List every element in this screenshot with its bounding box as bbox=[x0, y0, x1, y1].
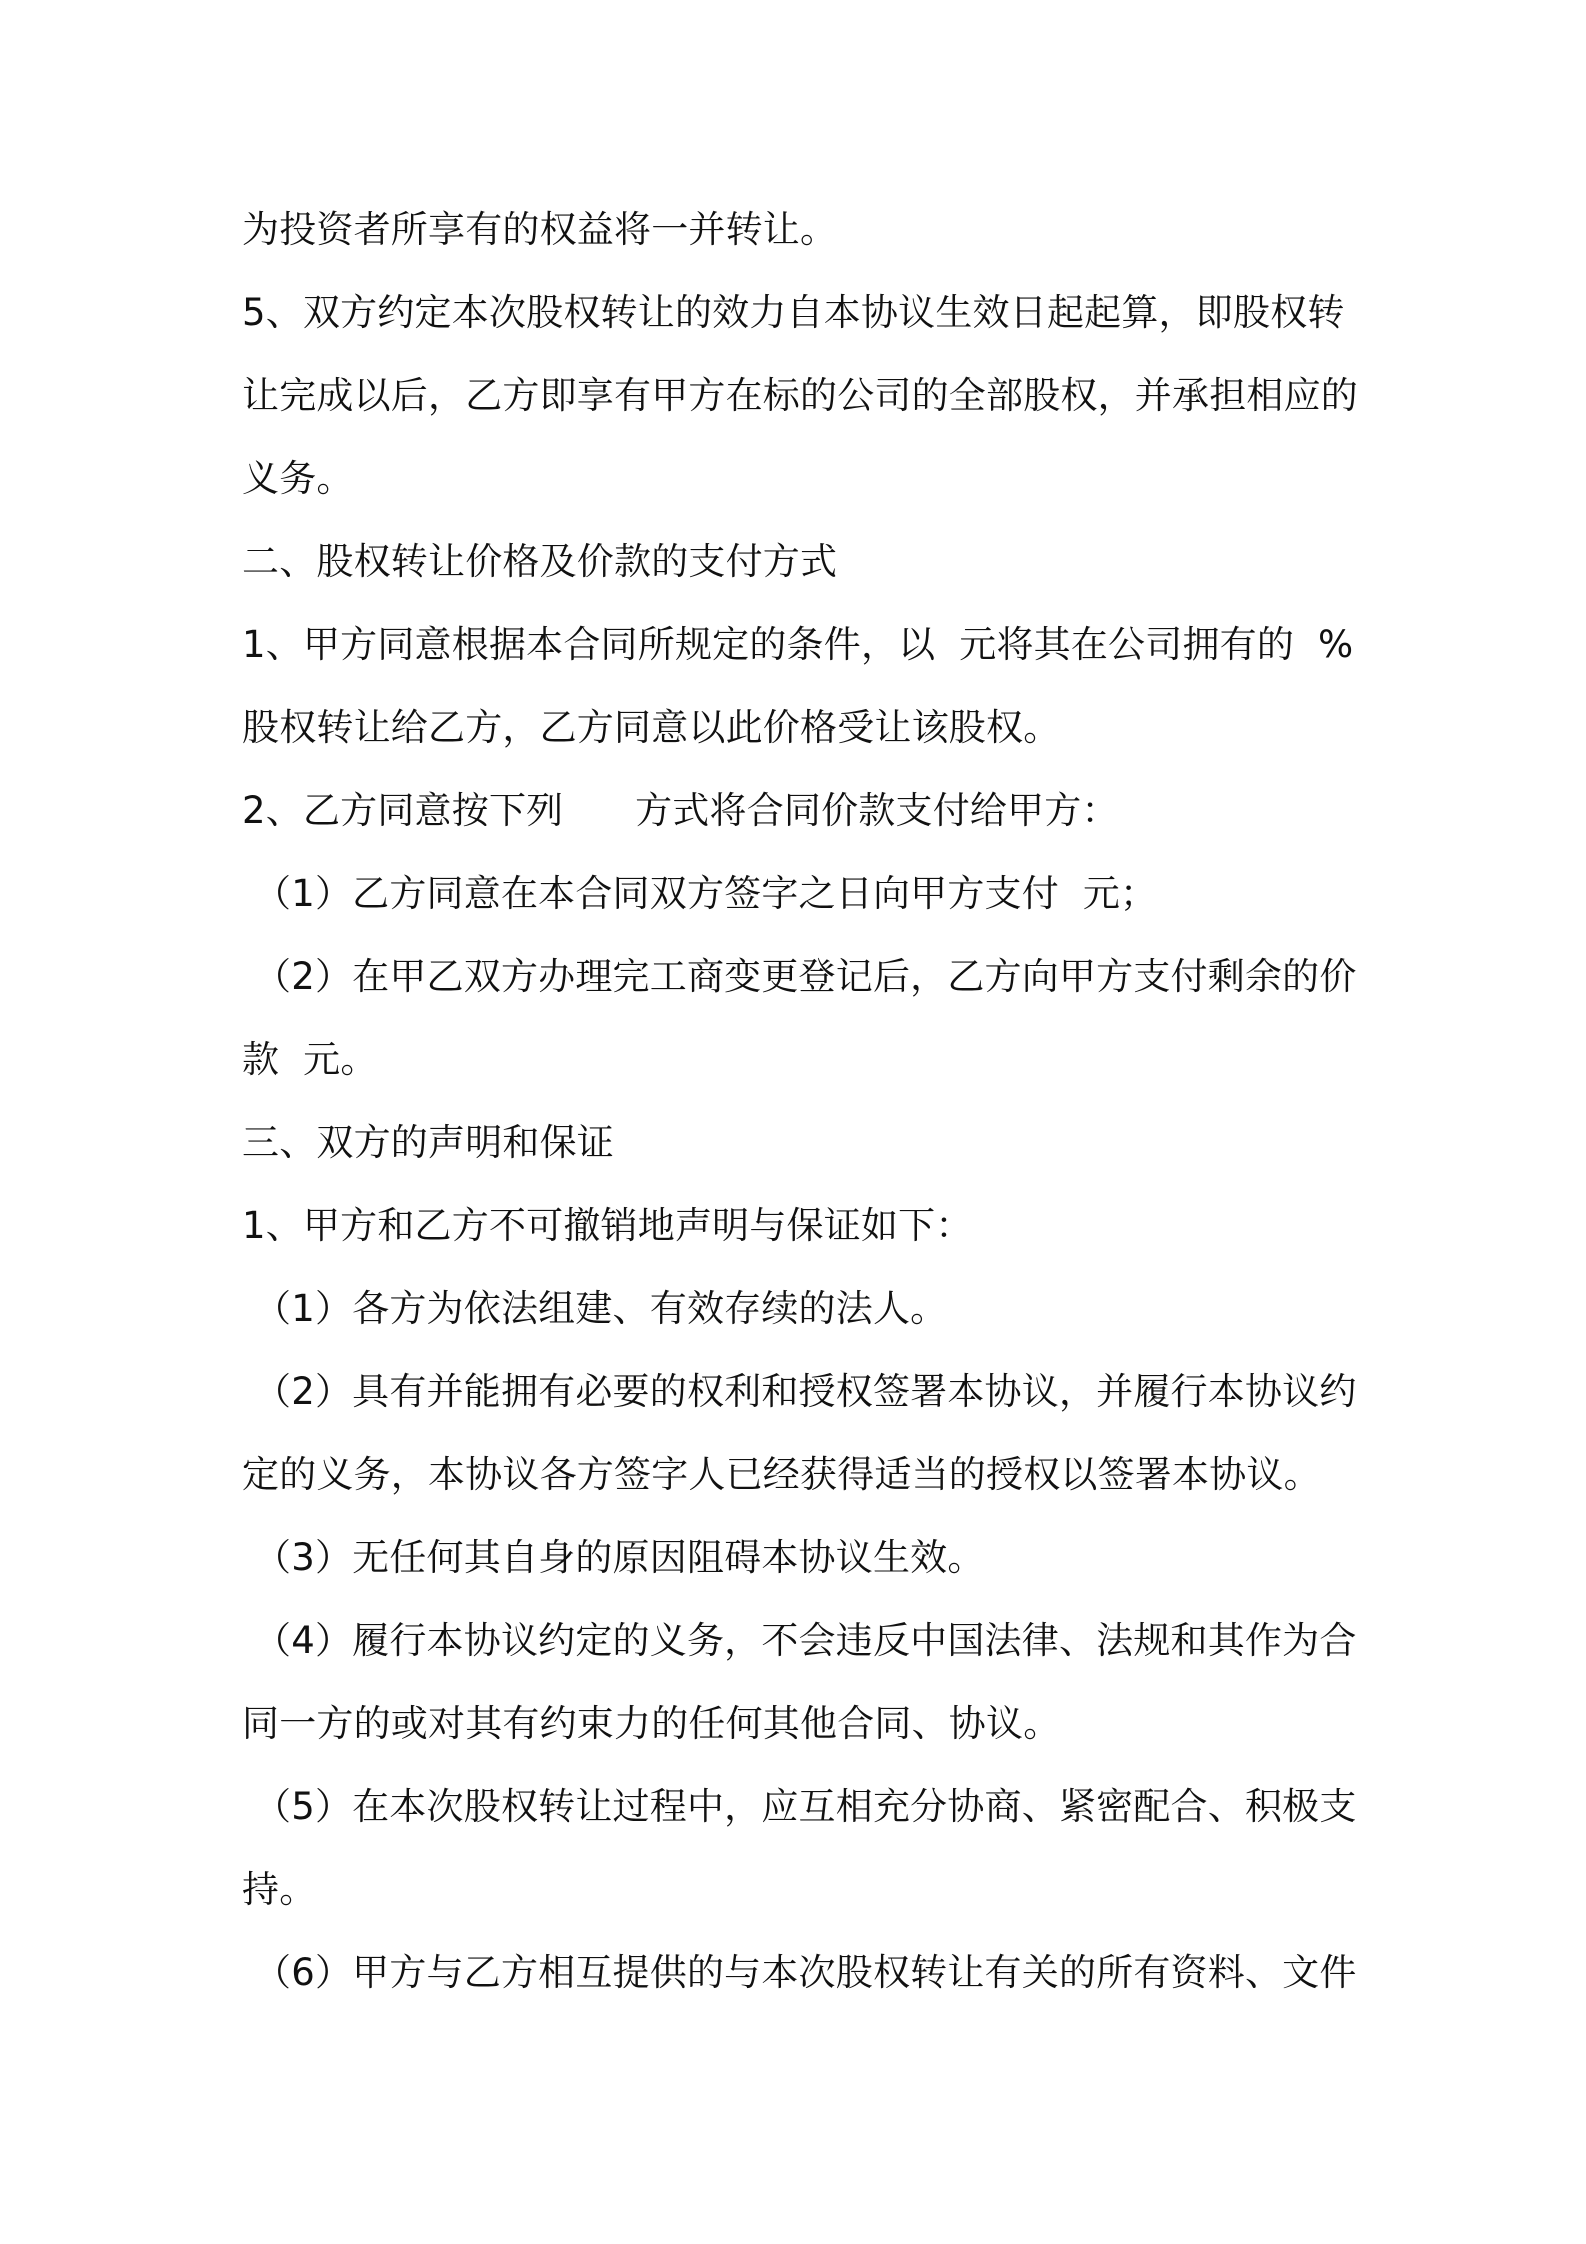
text-line: （2）在甲乙双方办理完工商变更登记后，乙方向甲方支付剩余的价 bbox=[254, 955, 1357, 998]
text-line: 股权转让给乙方，乙方同意以此价格受让该股权。 bbox=[242, 706, 1061, 749]
text-line: （2）具有并能拥有必要的权利和授权签署本协议，并履行本协议约 bbox=[254, 1370, 1357, 1413]
text-line: 义务。 bbox=[242, 457, 354, 500]
text-line: 持。 bbox=[242, 1868, 317, 1911]
text-line: （4）履行本协议约定的义务，不会违反中国法律、法规和其作为合 bbox=[254, 1619, 1357, 1662]
text-line: 让完成以后，乙方即享有甲方在标的公司的全部股权，并承担相应的 bbox=[242, 374, 1358, 417]
text-line: （6）甲方与乙方相互提供的与本次股权转让有关的所有资料、文件 bbox=[254, 1951, 1357, 1994]
text-line: 5、双方约定本次股权转让的效力自本协议生效日起起算，即股权转 bbox=[242, 291, 1345, 334]
text-line: 1、甲方同意根据本合同所规定的条件，以 元将其在公司拥有的 % bbox=[242, 623, 1354, 666]
text-line: （1）乙方同意在本合同双方签字之日向甲方支付 元； bbox=[254, 872, 1158, 915]
text-line: 1、甲方和乙方不可撤销地声明与保证如下： bbox=[242, 1204, 973, 1247]
text-line: （1）各方为依法组建、有效存续的法人。 bbox=[254, 1287, 948, 1330]
text-line: （3）无任何其自身的原因阻碍本协议生效。 bbox=[254, 1536, 985, 1579]
text-line: （5）在本次股权转让过程中，应互相充分协商、紧密配合、积极支 bbox=[254, 1785, 1357, 1828]
text-line: 定的义务，本协议各方签字人已经获得适当的授权以签署本协议。 bbox=[242, 1453, 1321, 1496]
text-line: 2、乙方同意按下列 方式将合同价款支付给甲方： bbox=[242, 789, 1119, 832]
section-heading: 二、股权转让价格及价款的支付方式 bbox=[242, 540, 838, 583]
document-body bbox=[242, 188, 1360, 2014]
section-heading: 三、双方的声明和保证 bbox=[242, 1121, 614, 1164]
text-line: 为投资者所享有的权益将一并转让。 bbox=[242, 208, 838, 251]
text-line: 款 元。 bbox=[242, 1038, 378, 1081]
text-line: 同一方的或对其有约束力的任何其他合同、协议。 bbox=[242, 1702, 1061, 1745]
